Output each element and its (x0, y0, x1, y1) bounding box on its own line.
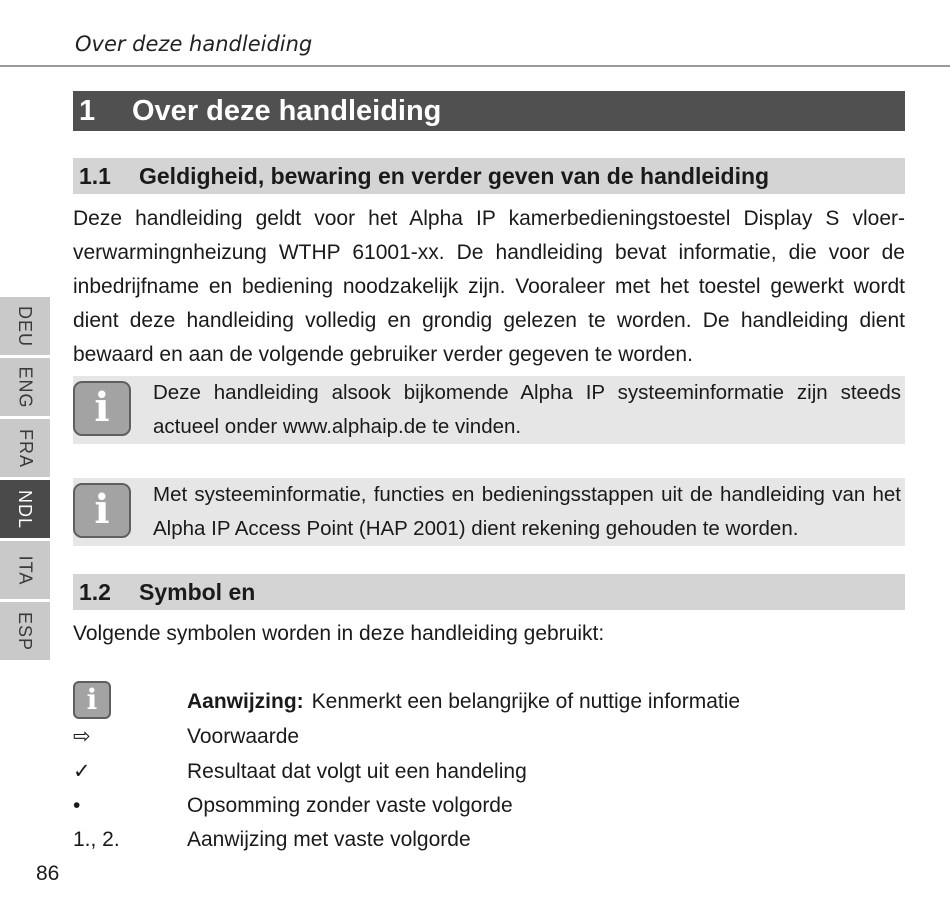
symbol-row-opsomming (73, 789, 905, 823)
symbol-label: Aanwijzing: (187, 690, 304, 713)
info-icon: i (73, 381, 131, 436)
symbol-description: Aanwijzing met vaste volgorde (187, 828, 471, 851)
symbol-row-voorwaarde (73, 720, 905, 754)
section-heading-1-1 (73, 158, 905, 194)
section-number: 1.1 (79, 162, 111, 189)
language-tab-fra[interactable]: FRA (0, 419, 50, 477)
note-text: Met systeeminformatie, functies en bedieningsstappen uit de handleiding van het Alpha IP Access Point (HAP 2001) dient rekening gehouden te worden. (153, 483, 901, 540)
symbol-row-aanwijzing (73, 685, 905, 719)
language-tab-esp[interactable]: ESP (0, 602, 50, 660)
numbered-list-marker: 1., 2. (73, 828, 120, 851)
language-tab-ita[interactable]: ITA (0, 541, 50, 599)
symbol-description: Voorwaarde (187, 725, 300, 748)
info-note-1 (73, 376, 905, 444)
page-number: 86 (36, 862, 60, 885)
language-tab-eng[interactable]: ENG (0, 358, 50, 416)
section-1-1-body: Deze handleiding geldt voor het Alpha IP kamerbedieningstoestel Display S vloerverwarmingnheizung WTHP 61001-xx. De handleiding bevat informatie, die voor de inbedrijfname en bediening noodzakelijk zijn. Vooraleer met het toestel gewerkt wordt dient deze handleiding volledig en grondig gelezen te worden. De handleiding dient bewaard en aan de volgende gebruiker verder gegeven te worden. (73, 207, 905, 366)
section-1-2-intro: Volgende symbolen worden in deze handleiding gebruikt: (73, 622, 605, 645)
checkmark-icon: ✓ (73, 760, 91, 783)
running-header: Over deze handleiding (75, 32, 313, 56)
chapter-number: 1 (79, 94, 96, 127)
language-tabs (0, 297, 50, 663)
language-tab-deu[interactable]: DEU (0, 297, 50, 355)
symbol-description: Kenmerkt een belangrijke of nuttige informatie (311, 690, 741, 713)
info-note-2 (73, 478, 905, 546)
info-icon: i (73, 483, 131, 538)
symbol-description: Opsomming zonder vaste volgorde (187, 794, 513, 817)
section-heading-1-2 (73, 574, 905, 610)
symbol-row-volgorde (73, 823, 905, 857)
chapter-heading (73, 91, 905, 131)
note-text: Deze handleiding alsook bijkomende Alpha IP systeeminformatie zijn steeds actueel onder www.alphaip.de te vinden. (153, 381, 901, 438)
language-tab-ndl[interactable]: NDL (0, 480, 50, 538)
section-title: Geldigheid, bewaring en verder geven van de handleiding (139, 162, 770, 189)
arrow-right-icon: ⇨ (73, 725, 91, 748)
section-number: 1.2 (79, 578, 111, 605)
bullet-icon: • (73, 794, 81, 817)
symbol-row-resultaat (73, 755, 905, 789)
header-rule (0, 65, 950, 67)
section-title: Symbol en (139, 578, 256, 605)
info-icon: i (73, 681, 111, 719)
chapter-title: Over deze handleiding (132, 94, 442, 127)
symbol-description: Resultaat dat volgt uit een handeling (187, 760, 527, 783)
